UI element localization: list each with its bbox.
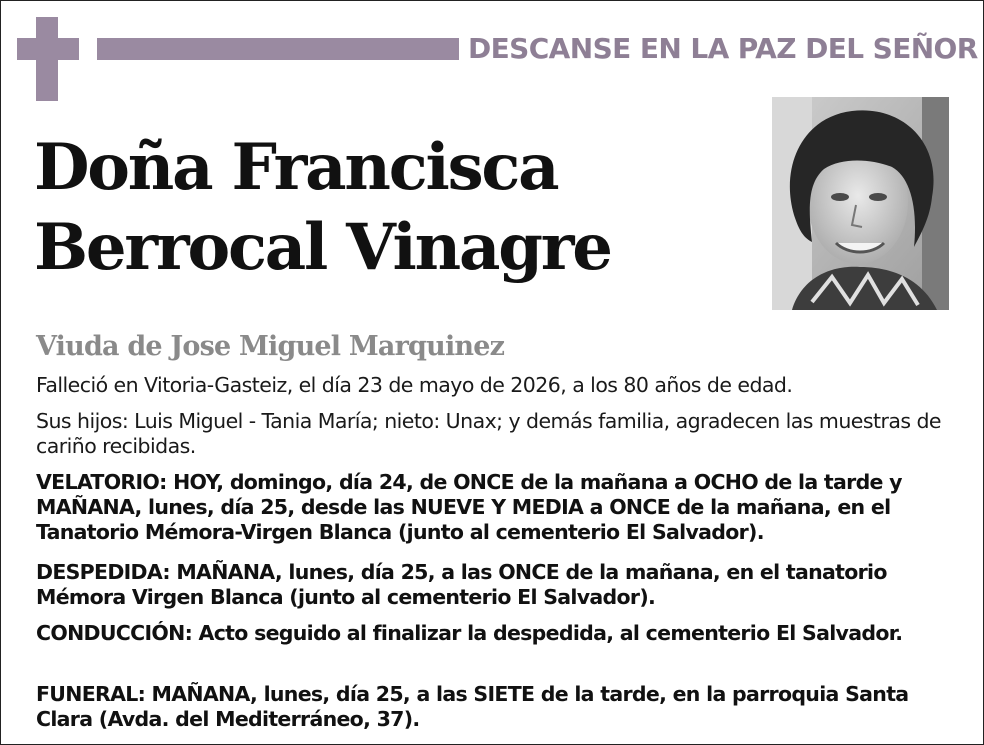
deceased-name [34, 128, 754, 288]
header-title: DESCANSE EN LA PAZ DEL SEÑOR [468, 32, 978, 65]
portrait-photo [772, 97, 949, 310]
despedida-text: DESPEDIDA: MAÑANA, lunes, día 25, a las ONCE de la mañana, en el tanatorio Mémora Virgen Blanca (junto al cementerio El Salvador). [36, 560, 887, 609]
conduccion-text: CONDUCCIÓN: Acto seguido al finalizar la despedida, al cementerio El Salvador. [36, 621, 903, 645]
subtitle-widow-of: Viuda de Jose Miguel Marquinez [36, 331, 505, 362]
funeral-text: FUNERAL: MAÑANA, lunes, día 25, a las SIETE de la tarde, en la parroquia Santa Clara (Avda. del Mediterráneo, 37). [36, 682, 909, 731]
family-text: Sus hijos: Luis Miguel - Tania María; nieto: Unax; y demás familia, agradecen las muestras de cariño recibidas. [36, 409, 941, 458]
name-line-1: Doña Francisca [34, 130, 558, 205]
velatorio-text: VELATORIO: HOY, domingo, día 24, de ONCE de la mañana a OCHO de la tarde y MAÑANA, lunes, día 25, desde las NUEVE Y MEDIA a ONCE de la mañana, en el Tanatorio Mémora-Virgen Blanca (junto al cementerio El Salvador). [36, 470, 902, 544]
name-line-2: Berrocal Vinagre [34, 210, 611, 285]
header-band [97, 38, 459, 60]
death-notice-text: Falleció en Vitoria-Gasteiz, el día 23 de mayo de 2026, a los 80 años de edad. [36, 373, 793, 397]
